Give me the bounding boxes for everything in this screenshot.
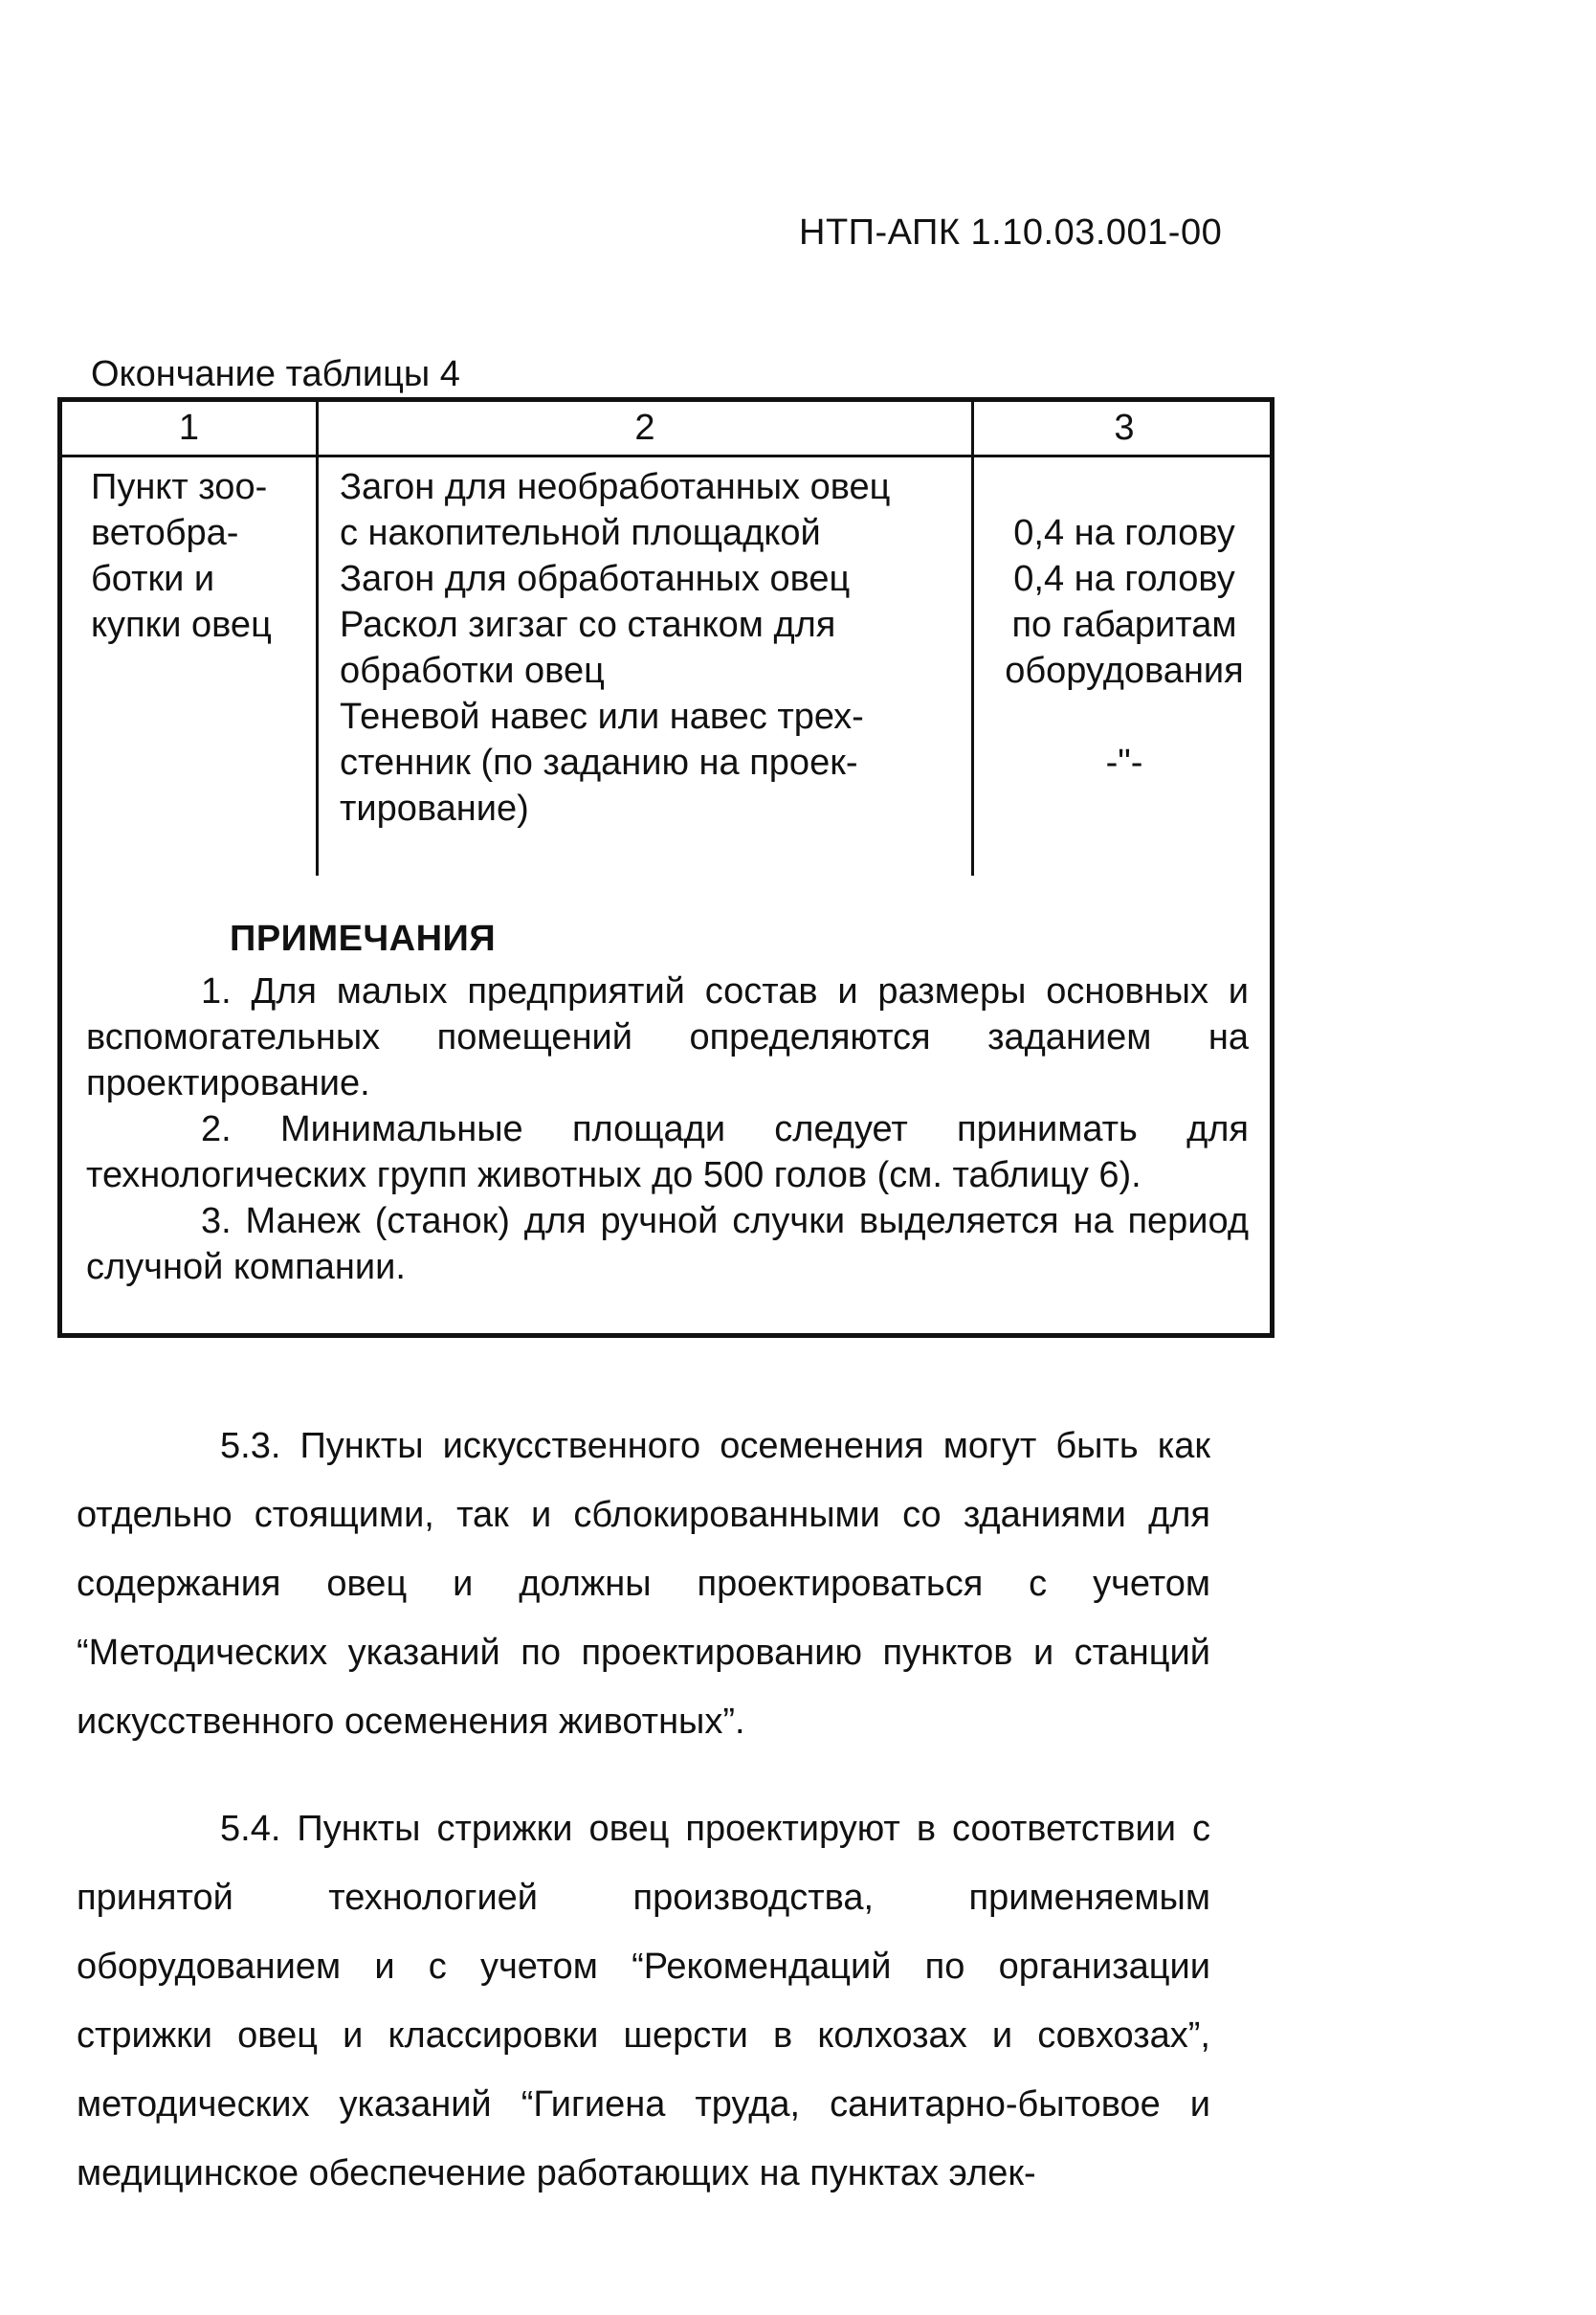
table-frame [57, 397, 1275, 1338]
table-caption: Окончание таблицы 4 [91, 354, 460, 394]
cell-facility-items: Загон для необработанных овец с накопительной площадкой Загон для обработанных овец Раскол зигзаг со станком для обработки овец Теневой навес или навес трех- стенник (по заданию на проек- тирование) [340, 467, 891, 829]
paragraph-5-4: 5.4. Пункты стрижки овец проектируют в соответствии с принятой технологией производства, применяемым оборудованием и с учетом “Рекомендаций по организации стрижки овец и классировки шерсти в колхозах и совхозах”, методических указаний “Гигиена труда, санитарно-бытовое и медицинское обеспечение работающих на пунктах элек- [77, 1809, 1210, 2193]
cell-ditto-mark: -"- [1105, 743, 1143, 783]
paragraph-5-3: 5.3. Пункты искусственного осеменения могут быть как отдельно стоящими, так и сблокированными со зданиями для содержания овец и должны проектироваться с учетом “Методических указаний по проектированию пунктов и станций искусственного осеменения животных”. [77, 1426, 1210, 1742]
note-2: 2. Минимальные площади следует принимать для технологических групп животных до 500 голов (см. таблицу 6). [86, 1109, 1249, 1195]
cell-area-norms: 0,4 на голову 0,4 на голову по габаритам оборудования [1005, 513, 1244, 691]
note-1: 1. Для малых предприятий состав и размеры основных и вспомогательных помещений определяются заданием на проектирование. [86, 971, 1249, 1103]
column-number-1: 1 [178, 408, 200, 448]
header-row-divider [62, 455, 1270, 457]
cell-facility-name: Пункт зоо- ветобра- ботки и купки овец [91, 467, 272, 645]
notes-title: ПРИМЕЧАНИЯ [230, 919, 497, 959]
column-number-3: 3 [1114, 408, 1135, 448]
document-code: НТП-АПК 1.10.03.001-00 [799, 212, 1223, 253]
column-number-2: 2 [634, 408, 655, 448]
column-divider-1 [316, 402, 319, 876]
note-3: 3. Манеж (станок) для ручной случки выделяется на период случной компании. [86, 1201, 1249, 1287]
